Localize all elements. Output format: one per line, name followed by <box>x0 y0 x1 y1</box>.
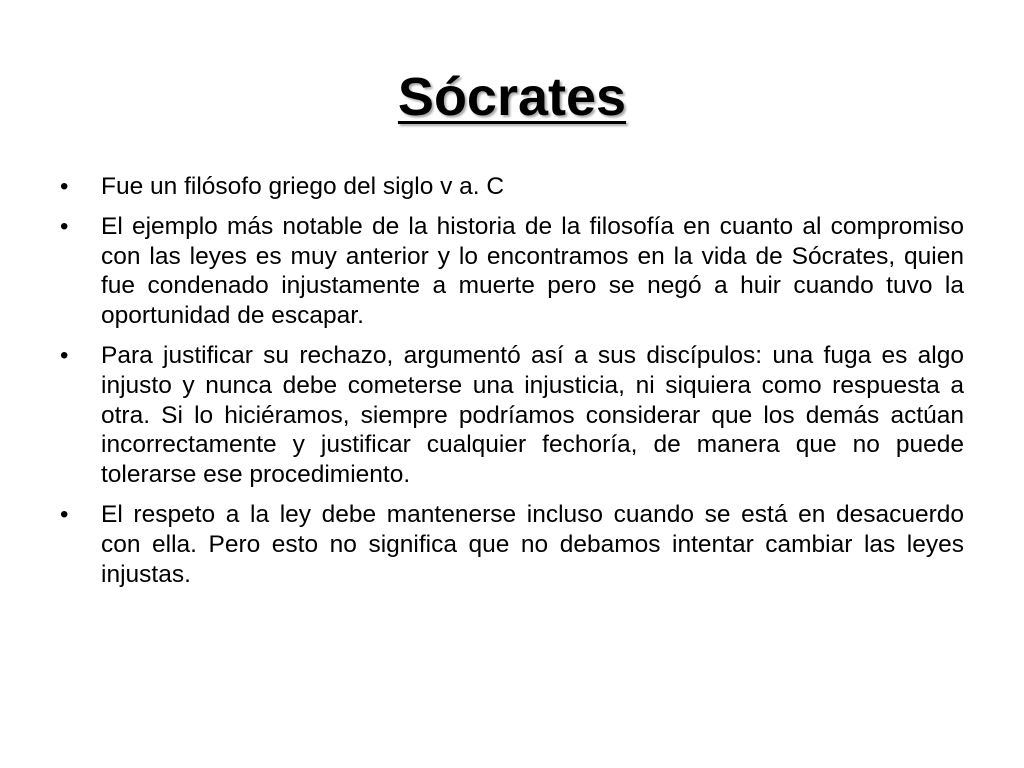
bullet-item <box>60 212 964 331</box>
bullet-item <box>60 172 964 202</box>
slide-title: Sócrates <box>397 67 627 127</box>
bullet-text: Para justificar su rechazo, argumentó así a sus discípulos: una fuga es algo injusto y nunca debe cometerse una injusticia, ni siquiera como respuesta a otra. Si lo hiciéramos, siempre podríamos considerar que los demás actúan incorrectamente y justificar cualquier fechoría, de manera que no puede tolerarse ese procedimiento. <box>101 341 964 489</box>
bullet-text: El respeto a la ley debe mantenerse incluso cuando se está en desacuerdo con ella. Pero esto no significa que no debamos intentar cambiar las leyes injustas. <box>101 500 964 588</box>
bullet-icon: • <box>60 173 69 200</box>
bullet-list <box>60 172 964 599</box>
bullet-text: El ejemplo más notable de la historia de la filosofía en cuanto al compromiso con las leyes es muy anterior y lo encontramos en la vida de Sócrates, quien fue condenado injustamente a muerte pero se negó a huir cuando tuvo la oportunidad de escapar. <box>101 212 964 330</box>
bullet-text: Fue un filósofo griego del siglo v a. C <box>101 173 505 200</box>
bullet-item <box>60 341 964 490</box>
bullet-icon: • <box>60 341 69 369</box>
bullet-item <box>60 500 964 589</box>
bullet-icon: • <box>60 500 69 528</box>
bullet-icon: • <box>60 212 69 240</box>
